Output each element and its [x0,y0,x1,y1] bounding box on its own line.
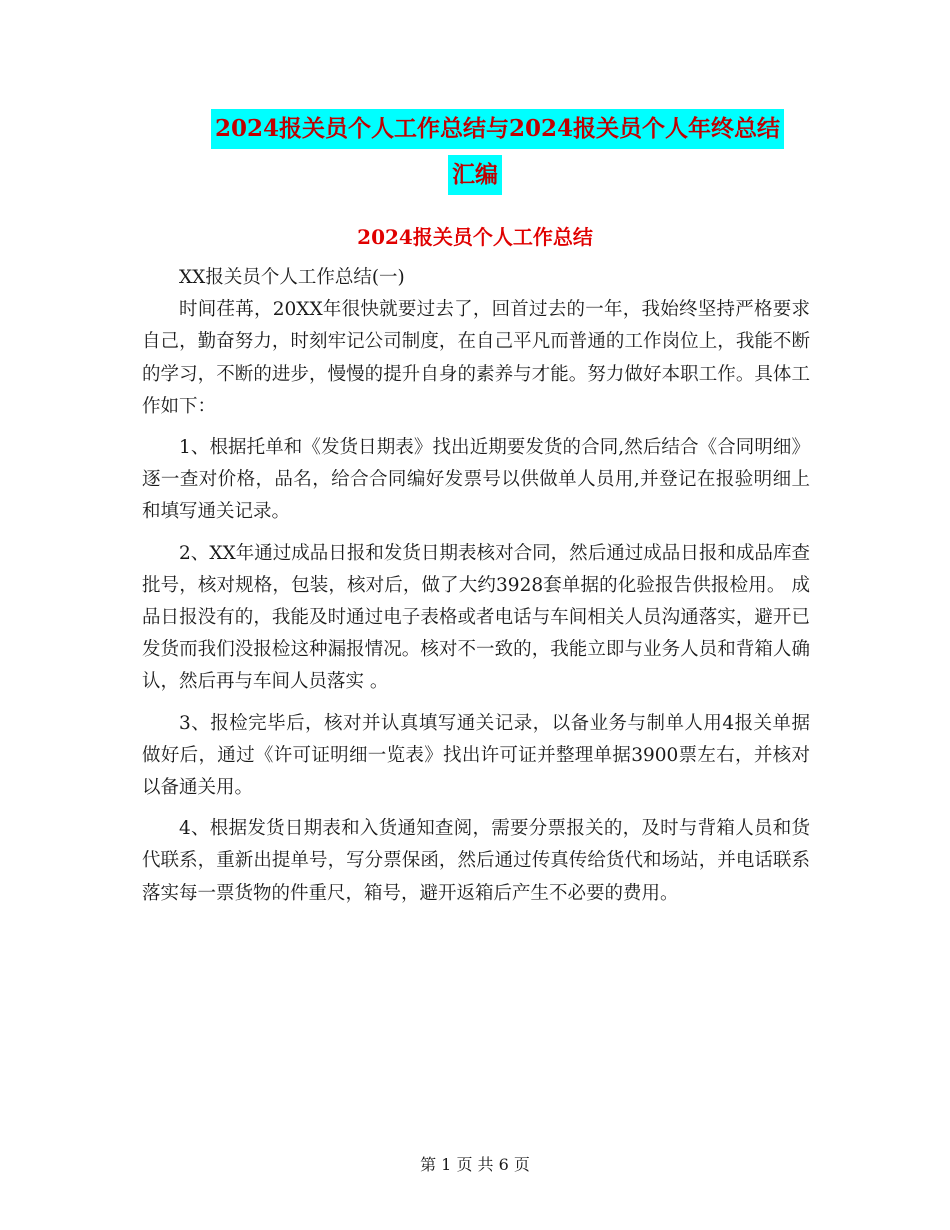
paragraph-item-3: 3、报检完毕后，核对并认真填写通关记录，以备业务与制单人用4报关单据做好后，通过《许可证明细一览表》找出许可证并整理单据3900票左右，并核对以备通关用。 [142,712,810,799]
paragraph-item-1: 1、根据托单和《发货日期表》找出近期要发货的合同,然后结合《合同明细》逐一查对价格，品名，给合合同编好发票号以供做单人员用,并登记在报验明细上和填写通关记录。 [142,437,810,523]
document-title [0,109,950,195]
paragraph-item-2: 2、XX年通过成品日报和发货日期表核对合同，然后通过成品日报和成品库查批号，核对规格，包装，核对后，做了大约3928套单据的化验报告供报检用。 成品日报没有的，我能及时通过电子表格或者电话与车间相关人员沟通落实，避开已发货而我们没报检这种漏报情况。核对不一致的，我能立即与业务人员和背箱人确认，然后再与车间人员落实 。 [142,542,810,693]
paragraph-intro: 时间荏苒，20XX年很快就要过去了，回首过去的一年，我始终坚持严格要求自己，勤奋努力，时刻牢记公司制度，在自己平凡而普通的工作岗位上，我能不断的学习，不断的进步，慢慢的提升自身的素养与才能。努力做好本职工作。具体工作如下： [142,299,810,417]
paragraph-heading: XX报关员个人工作总结(一) [179,267,405,288]
section-heading: 2024报关员个人工作总结 [357,225,593,249]
title-line-1: 2024报关员个人工作总结与2024报关员个人年终总结 [211,109,784,149]
paragraph-item-4: 4、根据发货日期表和入货通知查阅，需要分票报关的，及时与背箱人员和货代联系，重新出提单号，写分票保函，然后通过传真传给货代和场站，并电话联系落实每一票货物的件重尺，箱号，避开返箱后产生不必要的费用。 [142,818,810,904]
document-body [142,262,810,910]
title-line-2: 汇编 [448,155,502,195]
page-number-footer: 第 1 页 共 6 页 [420,1155,530,1174]
